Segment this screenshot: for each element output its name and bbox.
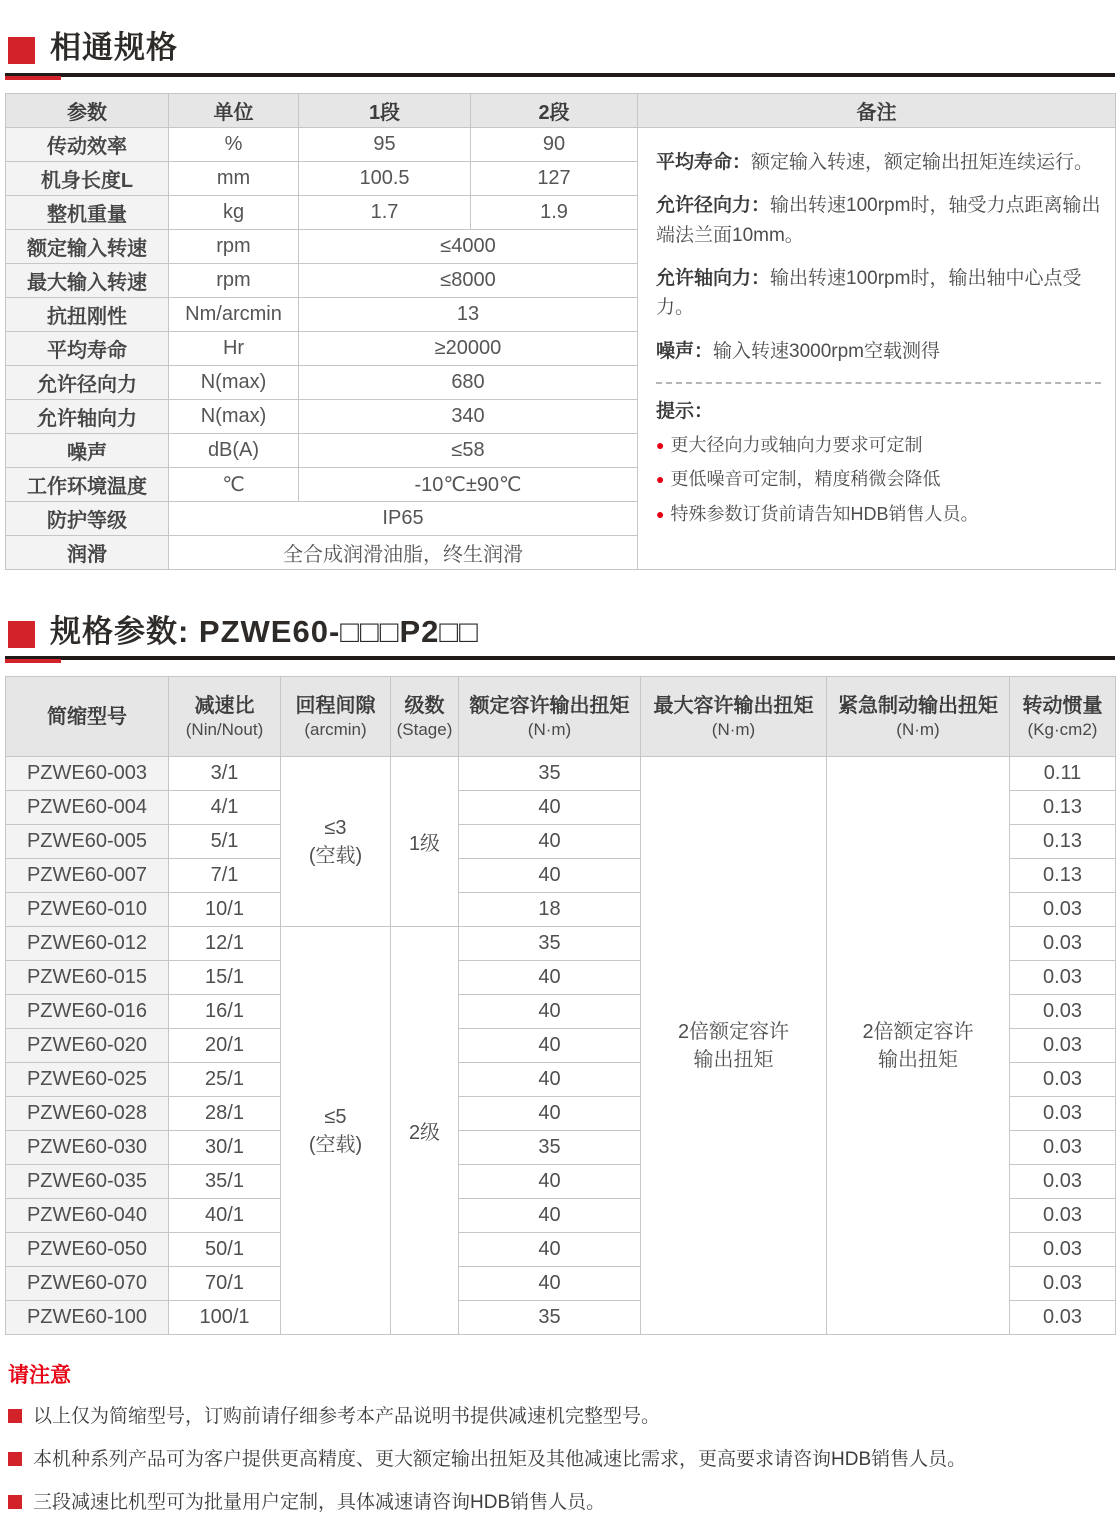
tips-label: 提示： — [656, 401, 714, 423]
section-bullet-icon — [8, 621, 35, 648]
unit-cell: ℃ — [169, 467, 299, 501]
cell-line: (空载) — [308, 844, 363, 867]
model-cell: PZWE60-020 — [6, 1029, 169, 1063]
param-cell: 抗扭刚性 — [6, 297, 169, 331]
model-cell: PZWE60-050 — [6, 1233, 169, 1267]
header-sub: (N·m) — [711, 720, 756, 740]
model-spec-table — [5, 676, 1116, 1335]
param-cell: 额定输入转速 — [6, 229, 169, 263]
value-cell: ≤8000 — [299, 263, 638, 297]
tip-item — [656, 467, 1101, 492]
ratio-cell: 7/1 — [169, 859, 281, 893]
cell-line: ≤3 — [324, 816, 347, 839]
note-bullet-icon — [8, 1452, 22, 1466]
header-main: 转动惯量 — [1022, 695, 1103, 718]
rated-torque-cell: 40 — [459, 1267, 641, 1301]
model-col-header — [1010, 677, 1116, 757]
model-cell: PZWE60-030 — [6, 1131, 169, 1165]
value-cell-stage2: 127 — [471, 161, 638, 195]
tip-item — [656, 433, 1101, 458]
rated-torque-cell: 40 — [459, 995, 641, 1029]
model-cell: PZWE60-012 — [6, 927, 169, 961]
header-main: 回程间隙 — [295, 695, 376, 718]
unit-cell: rpm — [169, 263, 299, 297]
ratio-cell: 28/1 — [169, 1097, 281, 1131]
ratio-cell: 35/1 — [169, 1165, 281, 1199]
inertia-cell: 0.03 — [1010, 1131, 1116, 1165]
rated-torque-cell: 35 — [459, 757, 641, 791]
model-cell: PZWE60-003 — [6, 757, 169, 791]
inertia-cell: 0.03 — [1010, 995, 1116, 1029]
stage-cell: 2级 — [391, 927, 459, 1335]
model-cell: PZWE60-028 — [6, 1097, 169, 1131]
value-cell: ≥20000 — [299, 331, 638, 365]
rated-torque-cell: 40 — [459, 1029, 641, 1063]
remark-paragraph: 平均寿命：额定输入转速，额定输出扭矩连续运行。 — [656, 151, 1094, 173]
ratio-cell: 12/1 — [169, 927, 281, 961]
inertia-cell: 0.03 — [1010, 1301, 1116, 1335]
tip-bullet-icon: ● — [656, 471, 665, 488]
header-sub: (Kg·cm2) — [1027, 720, 1098, 740]
note-text: 本机种系列产品可为客户提供更高精度、更大额定输出扭矩及其他减速比需求，更高要求请咨询HDB销售人员。 — [33, 1448, 967, 1470]
ratio-cell: 3/1 — [169, 757, 281, 791]
unit-cell: kg — [169, 195, 299, 229]
ratio-cell: 50/1 — [169, 1233, 281, 1267]
backlash-cell — [281, 757, 391, 927]
model-col-header — [827, 677, 1010, 757]
model-cell: PZWE60-015 — [6, 961, 169, 995]
param-cell: 整机重量 — [6, 195, 169, 229]
value-cell-stage1: 1.7 — [299, 195, 471, 229]
value-cell-stage2: 1.9 — [471, 195, 638, 229]
inertia-cell: 0.03 — [1010, 1063, 1116, 1097]
cell-line: ≤5 — [324, 1105, 347, 1128]
common-col-header: 参数 — [6, 93, 169, 127]
header-sub: (N·m) — [527, 720, 572, 740]
value-cell: IP65 — [169, 501, 638, 535]
inertia-cell: 0.03 — [1010, 1233, 1116, 1267]
unit-cell: % — [169, 127, 299, 161]
cell-line: 输出扭矩 — [693, 1048, 774, 1071]
header-sub: (Stage) — [396, 720, 453, 740]
notes-title: 请注意 — [8, 1364, 71, 1388]
header-main: 级数 — [404, 695, 445, 718]
rated-torque-cell: 18 — [459, 893, 641, 927]
ratio-cell: 100/1 — [169, 1301, 281, 1335]
inertia-cell: 0.03 — [1010, 893, 1116, 927]
rated-torque-cell: 35 — [459, 1301, 641, 1335]
unit-cell: mm — [169, 161, 299, 195]
value-cell: 全合成润滑油脂，终生润滑 — [169, 535, 638, 569]
note-bullet-icon — [8, 1409, 22, 1423]
inertia-cell: 0.03 — [1010, 927, 1116, 961]
model-cell: PZWE60-007 — [6, 859, 169, 893]
note-text: 以上仅为简缩型号，订购前请仔细参考本产品说明书提供减速机完整型号。 — [33, 1406, 661, 1428]
remark-paragraph: 噪声：输入转速3000rpm空载测得 — [656, 340, 941, 362]
remark-divider — [656, 382, 1101, 384]
section1-rule — [5, 73, 1115, 77]
unit-cell: N(max) — [169, 399, 299, 433]
value-cell: ≤58 — [299, 433, 638, 467]
tip-text: 特殊参数订货前请告知HDB销售人员。 — [670, 503, 979, 524]
model-cell: PZWE60-035 — [6, 1165, 169, 1199]
value-cell-stage1: 100.5 — [299, 161, 471, 195]
tip-text: 更低噪音可定制，精度稍微会降低 — [670, 469, 941, 490]
rated-torque-cell: 40 — [459, 1097, 641, 1131]
common-spec-table — [5, 93, 1116, 570]
rated-torque-cell: 40 — [459, 791, 641, 825]
inertia-cell: 0.13 — [1010, 859, 1116, 893]
tip-bullet-icon: ● — [656, 505, 665, 522]
cell-line: 2倍额定容许 — [677, 1020, 790, 1043]
model-col-header — [641, 677, 827, 757]
note-item — [8, 1405, 1115, 1430]
rated-torque-cell: 40 — [459, 1165, 641, 1199]
note-item — [8, 1491, 1115, 1515]
section2-header — [5, 614, 1115, 650]
common-table-head-row — [6, 93, 1116, 127]
header-sub: (arcmin) — [304, 720, 367, 740]
note-item — [8, 1448, 1115, 1473]
rated-torque-cell: 35 — [459, 1131, 641, 1165]
model-col-header — [169, 677, 281, 757]
section1-header — [5, 30, 1115, 66]
cell-line: 2倍额定容许 — [862, 1020, 974, 1043]
model-table-head-row — [6, 677, 1116, 757]
ratio-cell: 30/1 — [169, 1131, 281, 1165]
notes-section — [5, 1359, 1115, 1515]
value-cell: 13 — [299, 297, 638, 331]
rated-torque-cell: 40 — [459, 1199, 641, 1233]
ratio-cell: 25/1 — [169, 1063, 281, 1097]
model-cell: PZWE60-016 — [6, 995, 169, 1029]
inertia-cell: 0.13 — [1010, 825, 1116, 859]
ratio-cell: 4/1 — [169, 791, 281, 825]
header-main: 简缩型号 — [47, 705, 127, 728]
ratio-cell: 16/1 — [169, 995, 281, 1029]
param-cell: 最大输入转速 — [6, 263, 169, 297]
ratio-cell: 10/1 — [169, 893, 281, 927]
header-main: 减速比 — [194, 695, 255, 718]
section1-title: 相通规格 — [50, 30, 178, 65]
unit-cell: rpm — [169, 229, 299, 263]
header-sub: (N·m) — [896, 720, 940, 740]
param-cell: 允许径向力 — [6, 365, 169, 399]
section-bullet-icon — [8, 37, 35, 64]
max-torque-cell — [641, 757, 827, 1335]
model-row — [6, 757, 1116, 791]
model-cell: PZWE60-004 — [6, 791, 169, 825]
common-col-header: 1段 — [299, 93, 471, 127]
value-cell: 340 — [299, 399, 638, 433]
model-cell: PZWE60-025 — [6, 1063, 169, 1097]
inertia-cell: 0.03 — [1010, 1165, 1116, 1199]
section2-rule — [5, 656, 1115, 660]
value-cell: 680 — [299, 365, 638, 399]
brake-torque-cell — [827, 757, 1010, 1335]
model-cell: PZWE60-040 — [6, 1199, 169, 1233]
unit-cell: Hr — [169, 331, 299, 365]
ratio-cell: 40/1 — [169, 1199, 281, 1233]
remarks-cell — [638, 127, 1116, 569]
unit-cell: N(max) — [169, 365, 299, 399]
rated-torque-cell: 40 — [459, 1063, 641, 1097]
ratio-cell: 70/1 — [169, 1267, 281, 1301]
inertia-cell: 0.03 — [1010, 1199, 1116, 1233]
model-col-header — [459, 677, 641, 757]
param-cell: 传动效率 — [6, 127, 169, 161]
param-cell: 平均寿命 — [6, 331, 169, 365]
common-table-body — [6, 127, 1116, 569]
param-cell: 允许轴向力 — [6, 399, 169, 433]
ratio-cell: 20/1 — [169, 1029, 281, 1063]
ratio-cell: 5/1 — [169, 825, 281, 859]
param-cell: 工作环境温度 — [6, 467, 169, 501]
inertia-cell: 0.03 — [1010, 1029, 1116, 1063]
backlash-cell — [281, 927, 391, 1335]
common-row — [6, 127, 1116, 161]
model-col-header — [281, 677, 391, 757]
tip-text: 更大径向力或轴向力要求可定制 — [670, 435, 923, 456]
note-text: 三段减速比机型可为批量用户定制，具体减速请咨询HDB销售人员。 — [33, 1491, 606, 1513]
model-cell: PZWE60-070 — [6, 1267, 169, 1301]
rated-torque-cell: 35 — [459, 927, 641, 961]
notes-list — [8, 1405, 1115, 1515]
section2 — [5, 614, 1115, 1336]
common-col-header: 2段 — [471, 93, 638, 127]
tip-bullet-icon: ● — [656, 437, 665, 454]
inertia-cell: 0.11 — [1010, 757, 1116, 791]
model-col-header — [391, 677, 459, 757]
inertia-cell: 0.13 — [1010, 791, 1116, 825]
model-col-header — [6, 677, 169, 757]
model-cell: PZWE60-100 — [6, 1301, 169, 1335]
cell-line: (空载) — [308, 1133, 363, 1156]
value-cell: ≤4000 — [299, 229, 638, 263]
inertia-cell: 0.03 — [1010, 1267, 1116, 1301]
remark-paragraph: 允许径向力：输出转速100rpm时，轴受力点距离输出端法兰面10mm。 — [656, 195, 1101, 246]
header-main: 额定容许输出扭矩 — [469, 695, 630, 718]
value-cell: -10℃±90℃ — [299, 467, 638, 501]
value-cell-stage1: 95 — [299, 127, 471, 161]
header-main: 紧急制动输出扭矩 — [838, 695, 998, 718]
param-cell: 噪声 — [6, 433, 169, 467]
value-cell-stage2: 90 — [471, 127, 638, 161]
header-main: 最大容许输出扭矩 — [653, 695, 814, 718]
param-cell: 润滑 — [6, 535, 169, 569]
unit-cell: Nm/arcmin — [169, 297, 299, 331]
tip-item — [656, 502, 1101, 527]
param-cell: 防护等级 — [6, 501, 169, 535]
inertia-cell: 0.03 — [1010, 961, 1116, 995]
ratio-cell: 15/1 — [169, 961, 281, 995]
remark-paragraph: 允许轴向力：输出转速100rpm时，输出轴中心点受力。 — [656, 267, 1082, 319]
common-col-header: 备注 — [638, 93, 1116, 127]
section2-title: 规格参数: PZWE60-□□□P2□□ — [50, 613, 479, 649]
model-cell: PZWE60-005 — [6, 825, 169, 859]
rated-torque-cell: 40 — [459, 1233, 641, 1267]
header-sub: (Nin/Nout) — [185, 720, 264, 740]
param-cell: 机身长度L — [6, 161, 169, 195]
rated-torque-cell: 40 — [459, 961, 641, 995]
model-table-body — [6, 757, 1116, 1335]
inertia-cell: 0.03 — [1010, 1097, 1116, 1131]
rated-torque-cell: 40 — [459, 859, 641, 893]
note-bullet-icon — [8, 1495, 22, 1509]
unit-cell: dB(A) — [169, 433, 299, 467]
cell-line: 输出扭矩 — [878, 1048, 958, 1071]
model-cell: PZWE60-010 — [6, 893, 169, 927]
stage-cell: 1级 — [391, 757, 459, 927]
common-col-header: 单位 — [169, 93, 299, 127]
rated-torque-cell: 40 — [459, 825, 641, 859]
